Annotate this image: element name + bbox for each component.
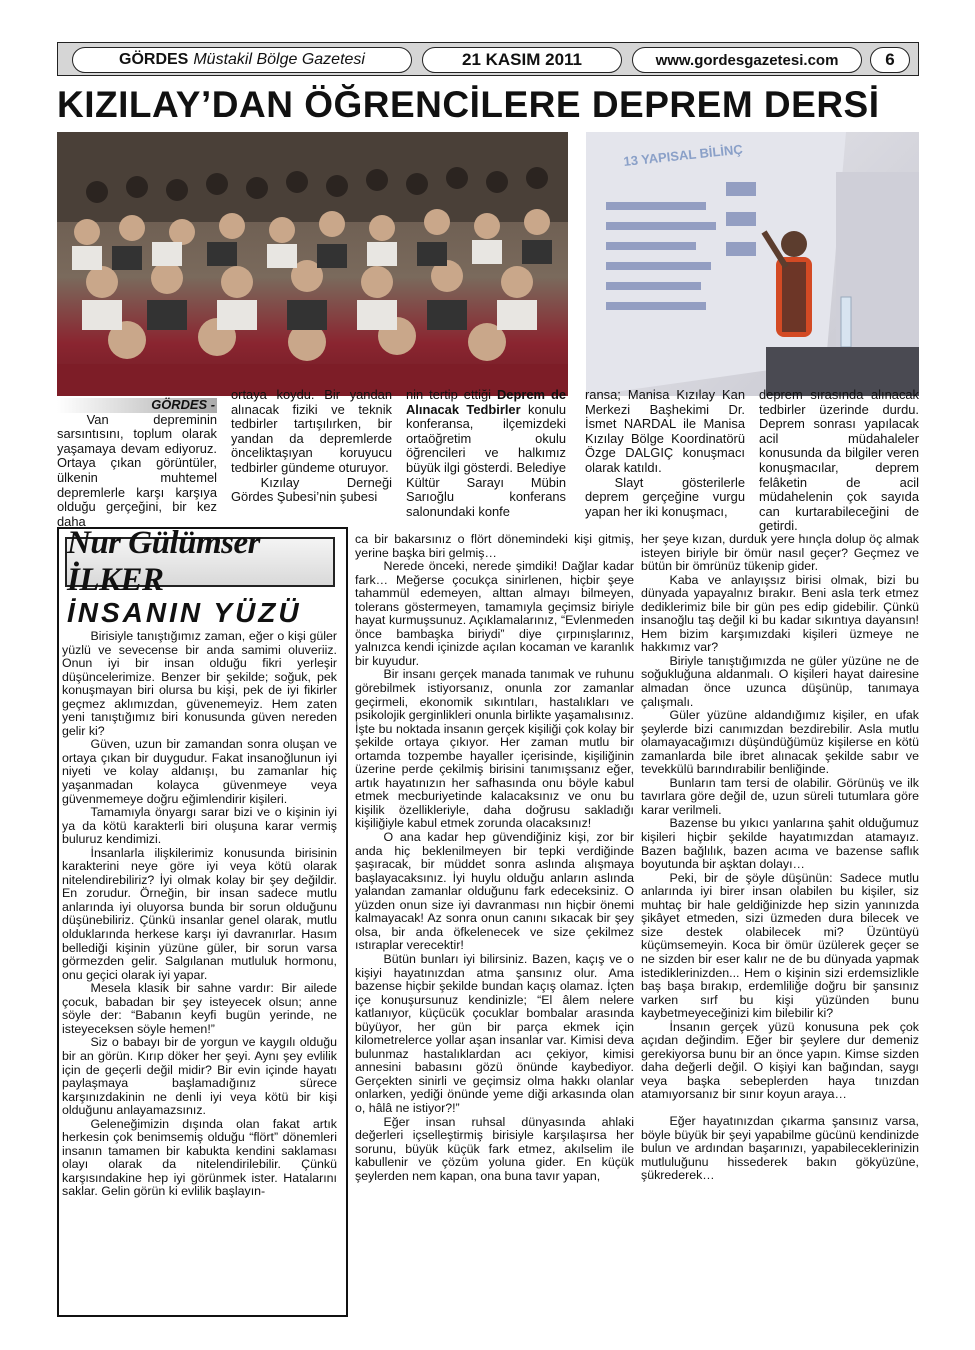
paragraph: Mesela klasik bir sahne vardır: Bir ailede çocuk, babadan bir şey isteyecek olsun; anne söyle der: “Babanın keyfi bugün yerinde, ne isteyeceksen söyle hemen!” — [62, 981, 337, 1036]
article1-column-5 — [759, 388, 919, 534]
article1-col3-text — [406, 388, 566, 519]
paragraph: Bunların tam tersi de olabilir. Görünüş ve ilk tavırlara göre değil de, uzun süreli tutumlara göre karar verilmeli. — [641, 775, 919, 817]
article-headline: KIZILAY’DAN ÖĞRENCİLERE DEPREM DERSİ — [57, 84, 880, 125]
article1-col2-text: ortaya koydu. Bir yandan alınacak fiziki ve teknik tedbirler tartışılırken, bir yandan da depremlerde önceliktaşıyan koruyucu tedbirler gündeme oturuyor. — [231, 387, 392, 475]
paper-name: GÖRDES — [119, 51, 189, 68]
paper-name-pill — [72, 47, 412, 73]
article1-col5-text: deprem sırasında alınacak tedbirler üzerinde durdu. Deprem sonrası yapılacak acil müdahaleler konusunda da bilgiler veren konuşmacılar, deprem felâketin de acil müdahelenin çok sayıda can kurtarabileceğini de getirdi. — [759, 387, 919, 534]
paragraph: Geleneğimizin dışında olan fakat artık herkesin çok benimsemiş olduğu “flört” dönemleri insanın tamamen bir kabukta kendini saklaması olayı olarak da nitelendirilebilir. Çünkü karşısındakine hep iyi görünmek ister. Hatalarını saklar. Gelin görün ki evlilik başlayın- — [62, 1116, 337, 1199]
paragraph: İnsanlarla ilişkilerimiz konusunda birisinin karakterini neye göre iyi veya kötü olarak nitelendirebiliriz? İyi olmak kolay bir şey değildir. En zorudur. Örneğin, bir insan sadece mutlu anlarında iyi oluyorsa bunda bir sorun olduğunu düşünebiliriz. Çünkü insanlar genel olarak, mutlu olduklarında herkese karşı iyi davranırlar. Hasım bellediği kişinin yüzüne güler, bir sorun varsa görmezden gelir. Salgılanan mutluluk hormonu, onu geçici olarak iyi yapar. — [62, 845, 337, 982]
paragraph: Nerede önceki, nerede şimdiki! Dağlar kadar fark… Meğerse çocukça sinirlenen, hiçbir şeye tahammül edemeyen, alttan almayı bilmeyen, tolerans göstermeyen, tamamıyla geçimsiz biriyle hayat kurmuşsunuz. Açıklamalarınız, “Evlenmeden önce bambaşka biriydi” diye çırpınışlarınız, yalnızca kendi içinizde açılan kocaman ve karanlık bir kuyudur. — [355, 559, 634, 668]
paragraph: Siz o babayı bir de yorgun ve kaygılı olduğu bir an görün. Kırıp döker her şeyi. Aynı şey evlilik için de geçerli değil midir? Bir evin içinde hayatı paylaşmaya başlamadığınız sürece karşınızdakinin ne denli iyi veya kötü bir kişi olduğunu anlayamazsınız. — [62, 1035, 337, 1118]
speaker-illustration — [586, 132, 919, 396]
article1-col4-text: ransa; Manisa Kızılay Kan Merkezi Başhekimi Dr. İsmet NARDAL ile Manisa Kızılay Bölge Koordinatörü Özge DALGIÇ konuşmacı olarak katıldı. — [585, 387, 745, 475]
article1-col2b-text: Kızılay Derneği Gördes Şubesi’nin şubesi — [231, 474, 392, 505]
paragraph: Birisiyle tanıştığımız zaman, eğer o kişi güler yüzlü ve sevecense bir anda samimi oluveriiz. Onun iyi bir insan olduğu fikri yerleşir düşüncelerimize. Benzer bir şekilde; soğuk, pek konuşmayan biri olursa bu kişi, pek de iyi fikirler geçmez aklımızdan, güvenemeyiz. Hem zaten yeni tanıştığımız biri konusunda güven nereden gelir ki? — [62, 629, 337, 738]
paragraph: Güler yüzüne aldandığımız kişiler, en ufak şeylerde bizi canımızdan bezdirebilir. Asla mutlu olamayacağımızı düşündüğümüz kişilerse en kötü zamanlarda bile ibret alınacak şekilde sabır ve tevekkülü barındırabilir benliğinde. — [641, 708, 919, 777]
column-text-left — [62, 630, 337, 1199]
issue-date: 21 KASIM 2011 — [422, 47, 622, 73]
dateline: GÖRDES - — [57, 398, 217, 413]
article1-column-4 — [585, 388, 745, 519]
paragraph: Bazense bu yıkıcı yanlarına şahit olduğumuz kişileri hiçbir şekilde hayatımızdan atamayız. Bazen bağlılık, bazen acıma ve bazense saflık boyutunda bir aşktan dolayı… — [641, 816, 919, 872]
column-text-middle — [355, 533, 634, 1183]
paragraph: her şeye kızan, durduk yere hınçla dolup öç almak isteyen biriyle bir ömür nasıl geçer? Geçmez ve bütün bir ömrünüz tükenip gider. — [641, 532, 919, 574]
page-number: 6 — [870, 47, 910, 73]
paragraph: Eğer insan ruhsal dünyasında ahlaki değerleri içselleştirmiş birisiyle karşılaşırsa her sorunu, büyük küçük fark etmez, akılselim ile kabullenir ve çözüm yoluna gider. En küçük şeylerden nem kapan, ona buna tavır yapan, — [355, 1114, 634, 1183]
conference-title: Deprem de Alınacak Tedbirler — [406, 387, 566, 417]
paragraph: O ana kadar hep güvendiğiniz kişi, zor bir anda hiç beklenilmeyen bir tepki verdiğinde şaşıracak, bir müddet sonra aslında alışmaya başlayacaksınız. İyi huylu olduğu anların aslında yalandan zamanlar olduğunu fark edeceksiniz. O yüzden onun size iyi davranması nın hiçbir önemi kalmayacak! Az sonra onun canını sıkacak bir şey olsa, bir anda öfkelenecek ve size çekilmez ıstıraplar verecektir! — [355, 830, 634, 953]
col3-post: konulu konferansa, ilçemizdeki ortaöğretim okulu öğrencileri ve halkımız büyük ilgi gösterdi. Belediye Kültür Sarayı Mübin Sarıoğlu konferans salonundaki konfe — [406, 401, 566, 519]
column-title: İNSANIN YÜZÜ — [67, 597, 302, 628]
slide-title: 13 YAPISAL BİLİNÇ — [622, 141, 744, 169]
speaker-photo — [586, 132, 919, 396]
paragraph: Biriyle tanıştığımızda ne güler yüzüne ne de soğukluğuna aldanmalı. O kişileri hayat dairesine almadan önce uzunca düşünüp, tanımaya çalışmalı. — [641, 653, 919, 709]
paragraph: İnsanın gerçek yüzü konusuna pek çok açıdan değindim. Eğer bir şeylere dur demeniz gerekiyorsa bunu bir an önce yapın. Kimse sizden daha değerli değil. O kişiyi kan bağından, saygı veya başka sebeplerden haya tınızdan atamıyorsanız bir sınır koyun araya… — [641, 1019, 919, 1102]
paragraph: Güven, uzun bir zamandan sonra oluşan ve ortaya çıkan bir duygudur. Fakat insanoğlunun iyi niyeti ve kolay aldanışı, bu zamanlar hiç yaşanmadan kolayca güvenmeye veya güvenmemeye doğru eğimlendirir kişileri. — [62, 737, 337, 806]
paragraph: ca bir bakarsınız o flört dönemindeki kişi gitmiş, yerine başka biri gelmiş… — [355, 532, 634, 560]
paragraph: Kaba ve anlayışsız birisi olmak, bizi bu dünyada yapayalnız bırakır. Beni asla terk etmez dediklerimiz bile bir gün pes edip gidebilir. Çünkü insanoğlu taş değil ki bu kadar sıkıntıya dayansın! Hem bizim karşımızdaki kişileri üzmeye ne hakkımız var? — [641, 572, 919, 655]
paragraph: Tamamıyla önyargı sarar bizi ve o kişinin iyi ya da kötü karakterli biri oluşuna karar vermiş buluruz kendimizi. — [62, 805, 337, 847]
paragraph: Eğer hayatınızdan çıkarma şansınız varsa, böyle büyük bir şeyi yapabilme gücünü kendinizde bulun ve ardından başarınızı, yapabileceklerinizin mutluluğunu hissederek bakın gökyüzüne, şükrederek… — [641, 1113, 919, 1183]
paper-subtitle: Müstakil Bölge Gazetesi — [193, 51, 365, 68]
author-name: Nur Gülümser İLKER — [65, 537, 335, 587]
masthead-bar — [57, 42, 919, 76]
paragraph: Bütün bunları iyi bilirsiniz. Bazen, kaçış ve o kişiyi hayatınızdan atma şansınız olur. Ama bazense hiçbir şekilde bundan kaçış olamaz. İçten içe konuşursunuz kendinizle; “El âlem nelere katlanıyor, küçücük çocuklar bombalar arasında büyüyor, her gün bir parça ekmek için kilometrelerce yollar aşan insanlar var. Kimisi deva bulunmaz hastalıklardan acı çekiyor, kimisi annesini babasını gözü önünde kaybediyor. Gerçekten sinirli ve geçimsiz olma hakkı olanlar onlarken, yediği önünde yeme diği arkasında olan o, hâlâ ne istiyor?!” — [355, 951, 634, 1115]
paragraph: Bir insanı gerçek manada tanımak ve ruhunu görebilmek istiyorsanız, onunla zor zamanlar geçirmeli, ekonomik sıkıntıları, hastalıkları ve psikolojik gerginlikleri onunla birlikte yaşamalısınız. İşte bu noktada insanın gerçek kişiliği çok kolay bir şekilde ortaya çıkıyor. Her zaman mutlu bir ortamda tozpembe hayaller içerisinde, kişiliğinin üzerine perde çekilmiş birisini tanımışsanız eğer, artık hayatınızın her safhasında onu böyle kabul etmek mecburiyetinde kalacaksınız ve onu bu kişilik özellikleriyle, daha doğrusu sakladığı kişiliğiyle kabul etmek zorunda olacaksınız! — [355, 667, 634, 831]
col3-pre: nin tertip ettiği — [406, 387, 492, 402]
article1-column-3 — [406, 388, 566, 519]
audience-photo — [57, 132, 568, 396]
paragraph: Peki, bir de şöyle düşünün: Sadece mutlu anlarında iyi birer insan olabilen bu kişiler, siz muhtaç bir hale geldiğinizde hep sizin yanınızda şikâyet etmeden, sizi üzmeden dura bilecek ve size destek olabilecek mi? Üzüntüyü küçümsemeyin. Koca bir ömür üzülerek geçer se ne sizden bir eser kalır ne de bu dünyada yapmak istediklerinizden... Hem o kişinin sizi erdemsizlikle baş başa bırakıp, erdemliliğe doğru bir şansınız varken sırf bu kişi yüzünden bunu kaybetmeyeceğinizi kim bilebilir ki? — [641, 870, 919, 1021]
audience-illustration — [57, 132, 568, 396]
column-text-right — [641, 533, 919, 1183]
article1-col1-text: Van depreminin sarsıntısını, toplum olarak yaşamaya devam ediyoruz. Ortaya çıkan görüntüler, ülkenin muhtemel depremlerle karşı karşıya olduğu gerçeğini, bir kez daha — [57, 411, 217, 529]
article1-col4b-text: Slayt gösterilerle deprem gerçeğine vurgu yapan her iki konuşmacı, — [585, 474, 745, 519]
article1-column-2 — [231, 388, 392, 505]
article1-column-1 — [57, 388, 217, 529]
website-link[interactable]: www.gordesgazetesi.com — [632, 47, 862, 73]
